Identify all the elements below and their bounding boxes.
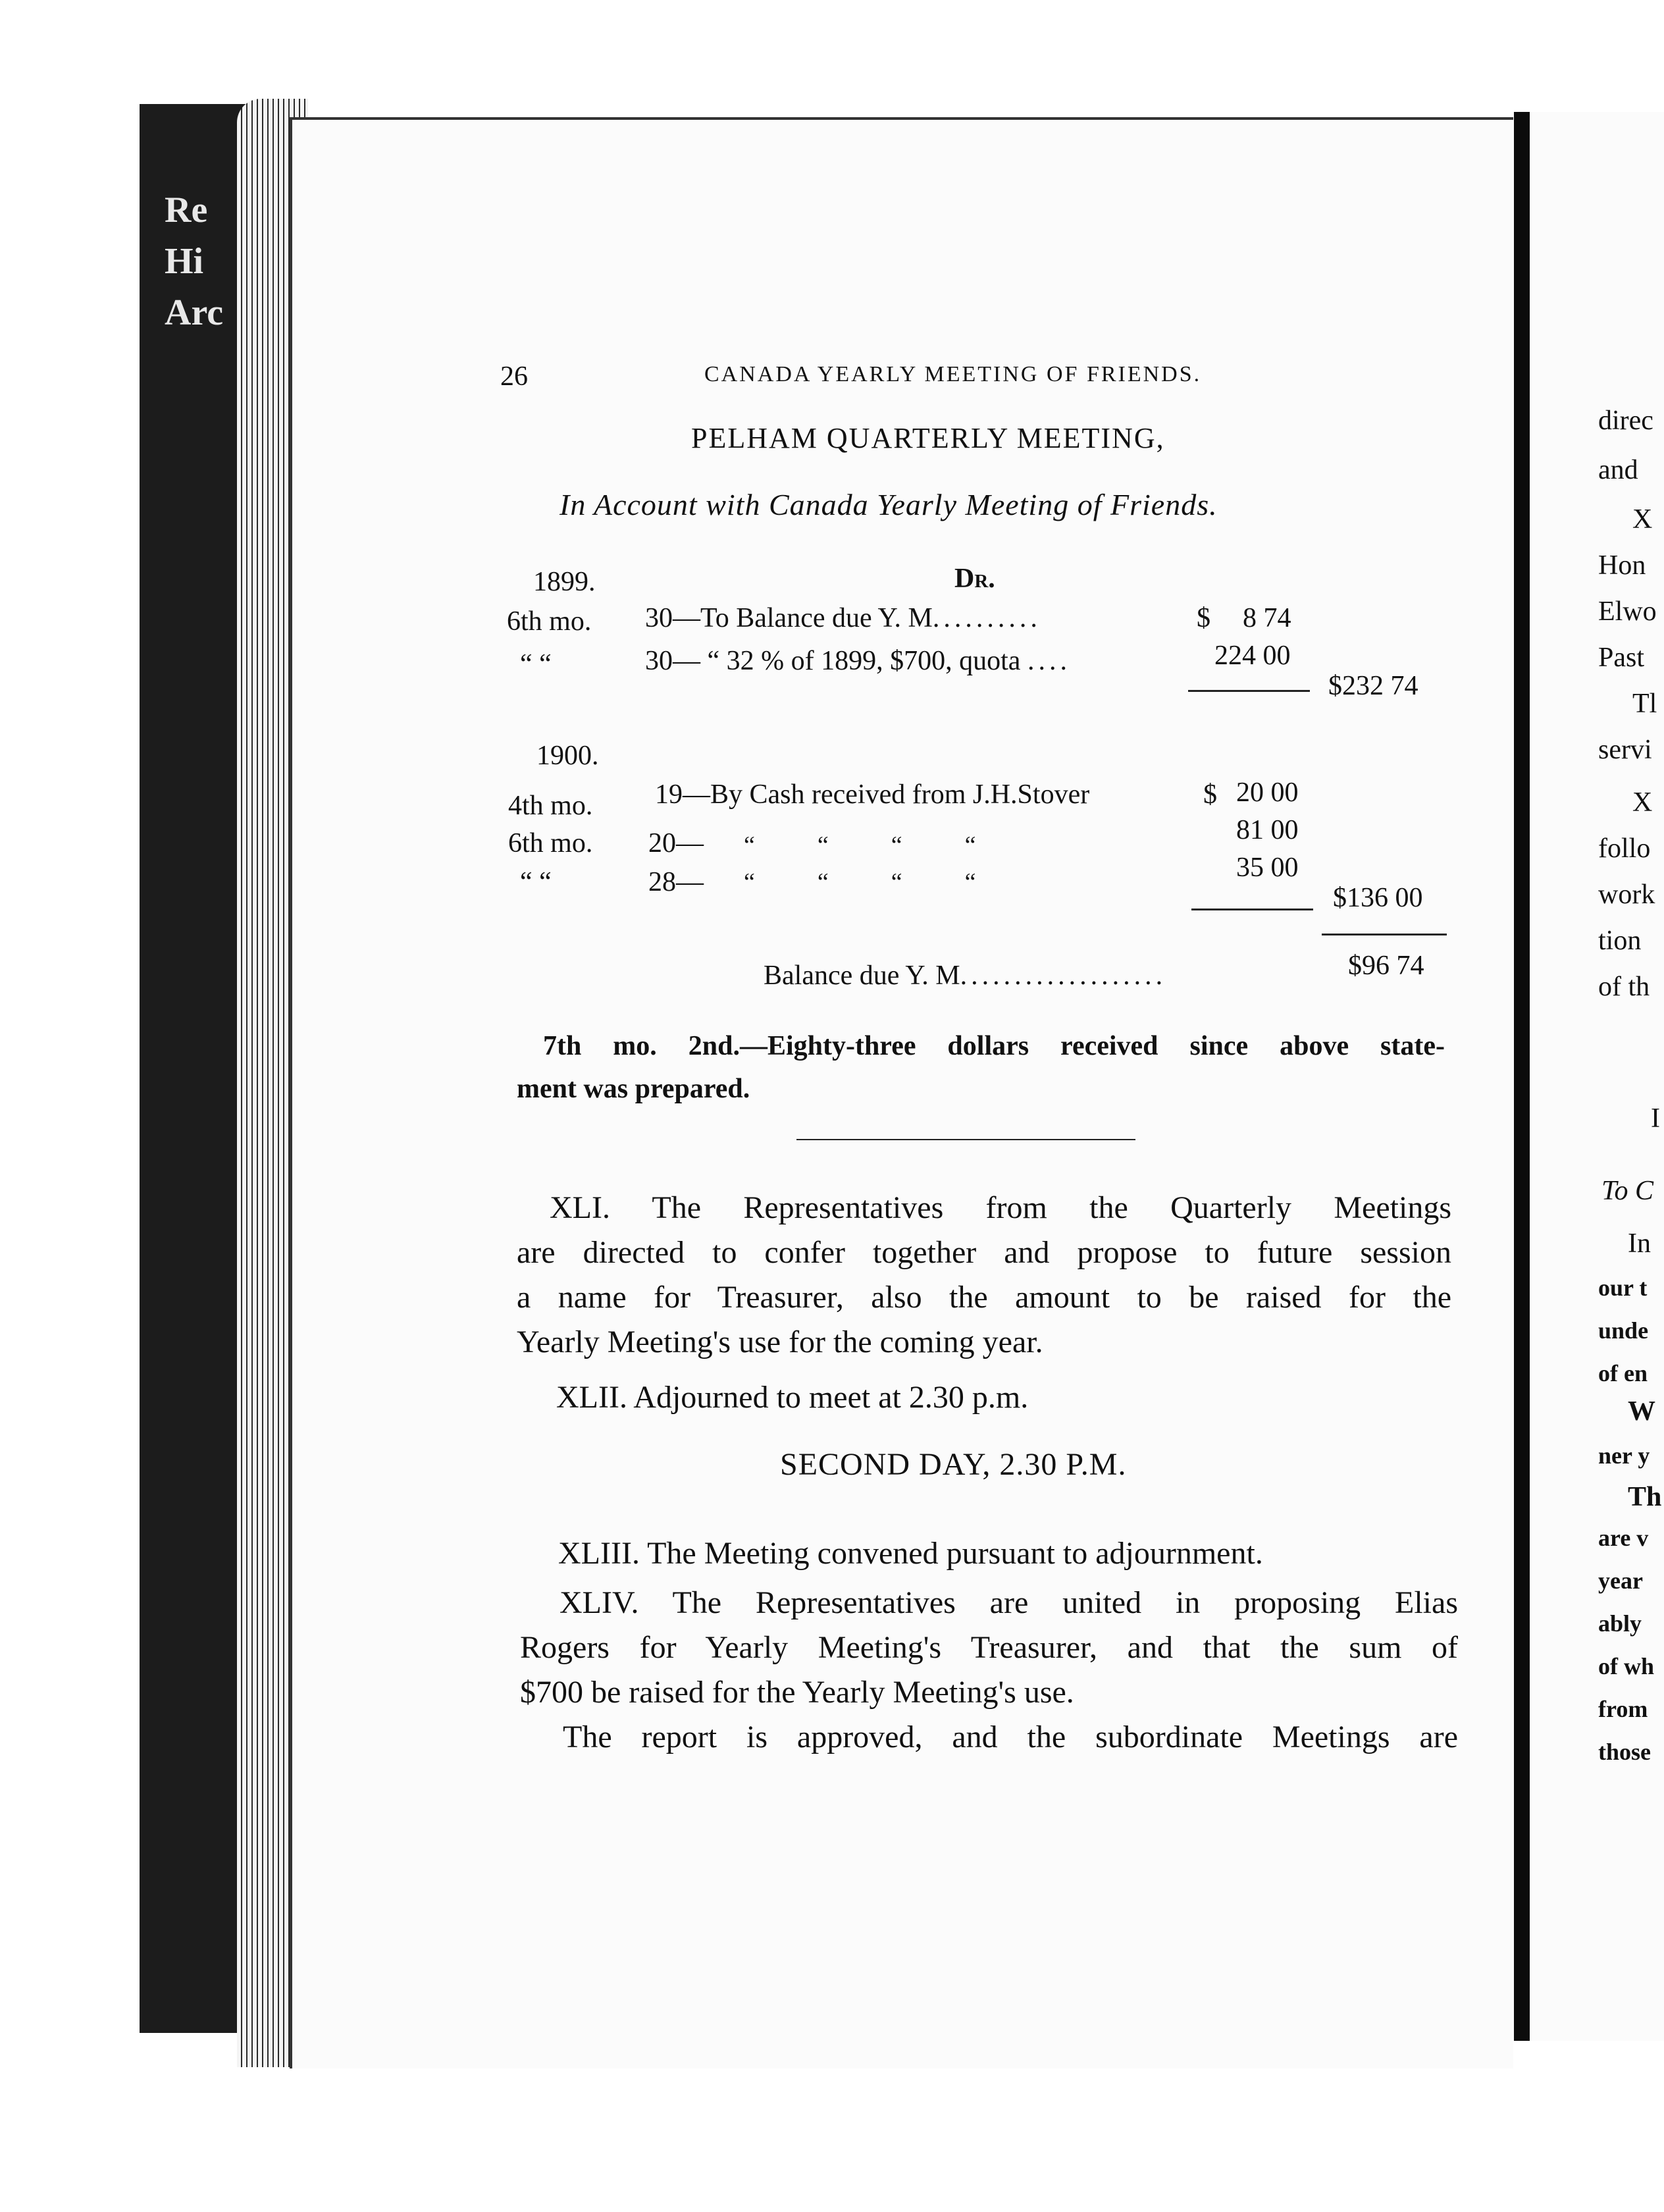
facing-line: Past xyxy=(1598,643,1645,673)
facing-italic-line: To C xyxy=(1601,1176,1654,1206)
facing-line: of en xyxy=(1598,1360,1648,1386)
facing-line: ably xyxy=(1598,1610,1642,1637)
year-1899: 1899. xyxy=(533,567,596,597)
facing-heading: I xyxy=(1651,1103,1660,1134)
facing-line: Elwo xyxy=(1598,596,1657,627)
second-day-heading: SECOND DAY, 2.30 P.M. xyxy=(780,1447,1127,1482)
minute-xliv-line: XLIV. The Representatives are united in proposing Elias xyxy=(559,1585,1458,1620)
row-amount: 224 00 xyxy=(1214,641,1291,671)
facing-line: follo xyxy=(1598,833,1651,864)
sum-rule xyxy=(1188,690,1310,692)
note-line: 7th mo. 2nd.—Eighty-three dollars received since above state- xyxy=(543,1031,1445,1061)
debit-total: $232 74 xyxy=(1328,671,1418,701)
facing-line: W xyxy=(1628,1396,1655,1427)
minute-xliv-line: Rogers for Yearly Meeting's Treasurer, and that the sum of xyxy=(520,1630,1458,1665)
facing-line: of th xyxy=(1598,972,1650,1002)
row-amount: 8 74 xyxy=(1243,603,1291,633)
facing-line: X xyxy=(1632,504,1653,535)
account-subtitle: In Account with Canada Yearly Meeting of Friends. xyxy=(559,488,1218,521)
facing-line: Th xyxy=(1628,1482,1662,1512)
page-number: 26 xyxy=(500,361,528,392)
row-day: 28— xyxy=(648,867,704,897)
facing-line: work xyxy=(1598,880,1655,910)
minute-xli-line: XLI. The Representatives from the Quarterly Meetings xyxy=(550,1190,1451,1225)
minute-xli-line: a name for Treasurer, also the amount to be raised for the xyxy=(517,1280,1451,1315)
row-amount: 20 00 xyxy=(1236,777,1299,808)
balance-label: Balance due Y. M................... xyxy=(764,961,1167,991)
row-amount: 35 00 xyxy=(1236,853,1299,883)
running-head: CANADA YEARLY MEETING OF FRIENDS. xyxy=(704,362,1202,386)
facing-line: Hon xyxy=(1598,550,1646,581)
minute-xliii: XLIII. The Meeting convened pursuant to adjournment. xyxy=(558,1536,1263,1571)
ditto-marks: “ “ “ “ xyxy=(744,868,976,896)
total-rule xyxy=(1322,934,1447,935)
facing-line: our t xyxy=(1598,1275,1648,1301)
minute-xli-line: are directed to confer together and propose to future session xyxy=(517,1235,1451,1270)
row-description: 30— “ 32 % of 1899, $700, quota .... xyxy=(645,646,1071,676)
ditto-marks: “ “ “ “ xyxy=(744,831,976,859)
row-day: 20— xyxy=(648,828,704,858)
facing-line: unde xyxy=(1598,1317,1649,1344)
minute-xlii: XLII. Adjourned to meet at 2.30 p.m. xyxy=(556,1380,1029,1415)
minute-xliv-line: $700 be raised for the Yearly Meeting's use. xyxy=(520,1675,1074,1710)
row-date: 4th mo. xyxy=(508,791,593,821)
year-1900: 1900. xyxy=(536,741,599,771)
facing-line: those xyxy=(1598,1739,1651,1765)
section-divider xyxy=(796,1139,1135,1140)
row-date: “ “ xyxy=(520,867,552,897)
facing-line: from xyxy=(1598,1696,1648,1722)
stamp-line-1: Re xyxy=(165,190,208,230)
row-description: 30—To Balance due Y. M.......... xyxy=(645,603,1041,633)
currency-sign: $ xyxy=(1203,779,1217,810)
note-line: ment was prepared. xyxy=(517,1074,750,1104)
row-date: 6th mo. xyxy=(507,606,592,637)
facing-line: tion xyxy=(1598,926,1642,956)
stamp-line-2: Hi xyxy=(165,241,204,282)
minute-xli-line: Yearly Meeting's use for the coming year. xyxy=(517,1325,1043,1359)
stamp-line-3: Arc xyxy=(165,292,224,333)
row-amount: 81 00 xyxy=(1236,815,1299,845)
dr-label: Dr. xyxy=(954,564,995,594)
facing-line: of wh xyxy=(1598,1653,1655,1679)
row-date: 6th mo. xyxy=(508,828,593,858)
sum-rule xyxy=(1191,908,1313,910)
credit-total: $136 00 xyxy=(1333,883,1423,913)
currency-sign: $ xyxy=(1197,603,1210,633)
facing-line: and xyxy=(1598,455,1638,485)
book-page xyxy=(290,117,1513,2068)
facing-line: are v xyxy=(1598,1525,1649,1551)
facing-line: direc xyxy=(1598,406,1653,436)
row-date: “ “ xyxy=(520,649,552,679)
report-line: The report is approved, and the subordinate Meetings are xyxy=(563,1720,1458,1754)
facing-line: year xyxy=(1598,1567,1643,1594)
row-description: 19—By Cash received from J.H.Stover xyxy=(655,779,1090,810)
balance-amount: $96 74 xyxy=(1348,951,1424,981)
facing-line: servi xyxy=(1598,735,1652,765)
facing-line: X xyxy=(1632,787,1653,818)
book-gutter xyxy=(1514,112,1530,2041)
facing-line: ner y xyxy=(1598,1442,1650,1469)
facing-line: Tl xyxy=(1632,689,1657,719)
account-title: PELHAM QUARTERLY MEETING, xyxy=(691,422,1165,454)
facing-line: In xyxy=(1628,1228,1651,1259)
